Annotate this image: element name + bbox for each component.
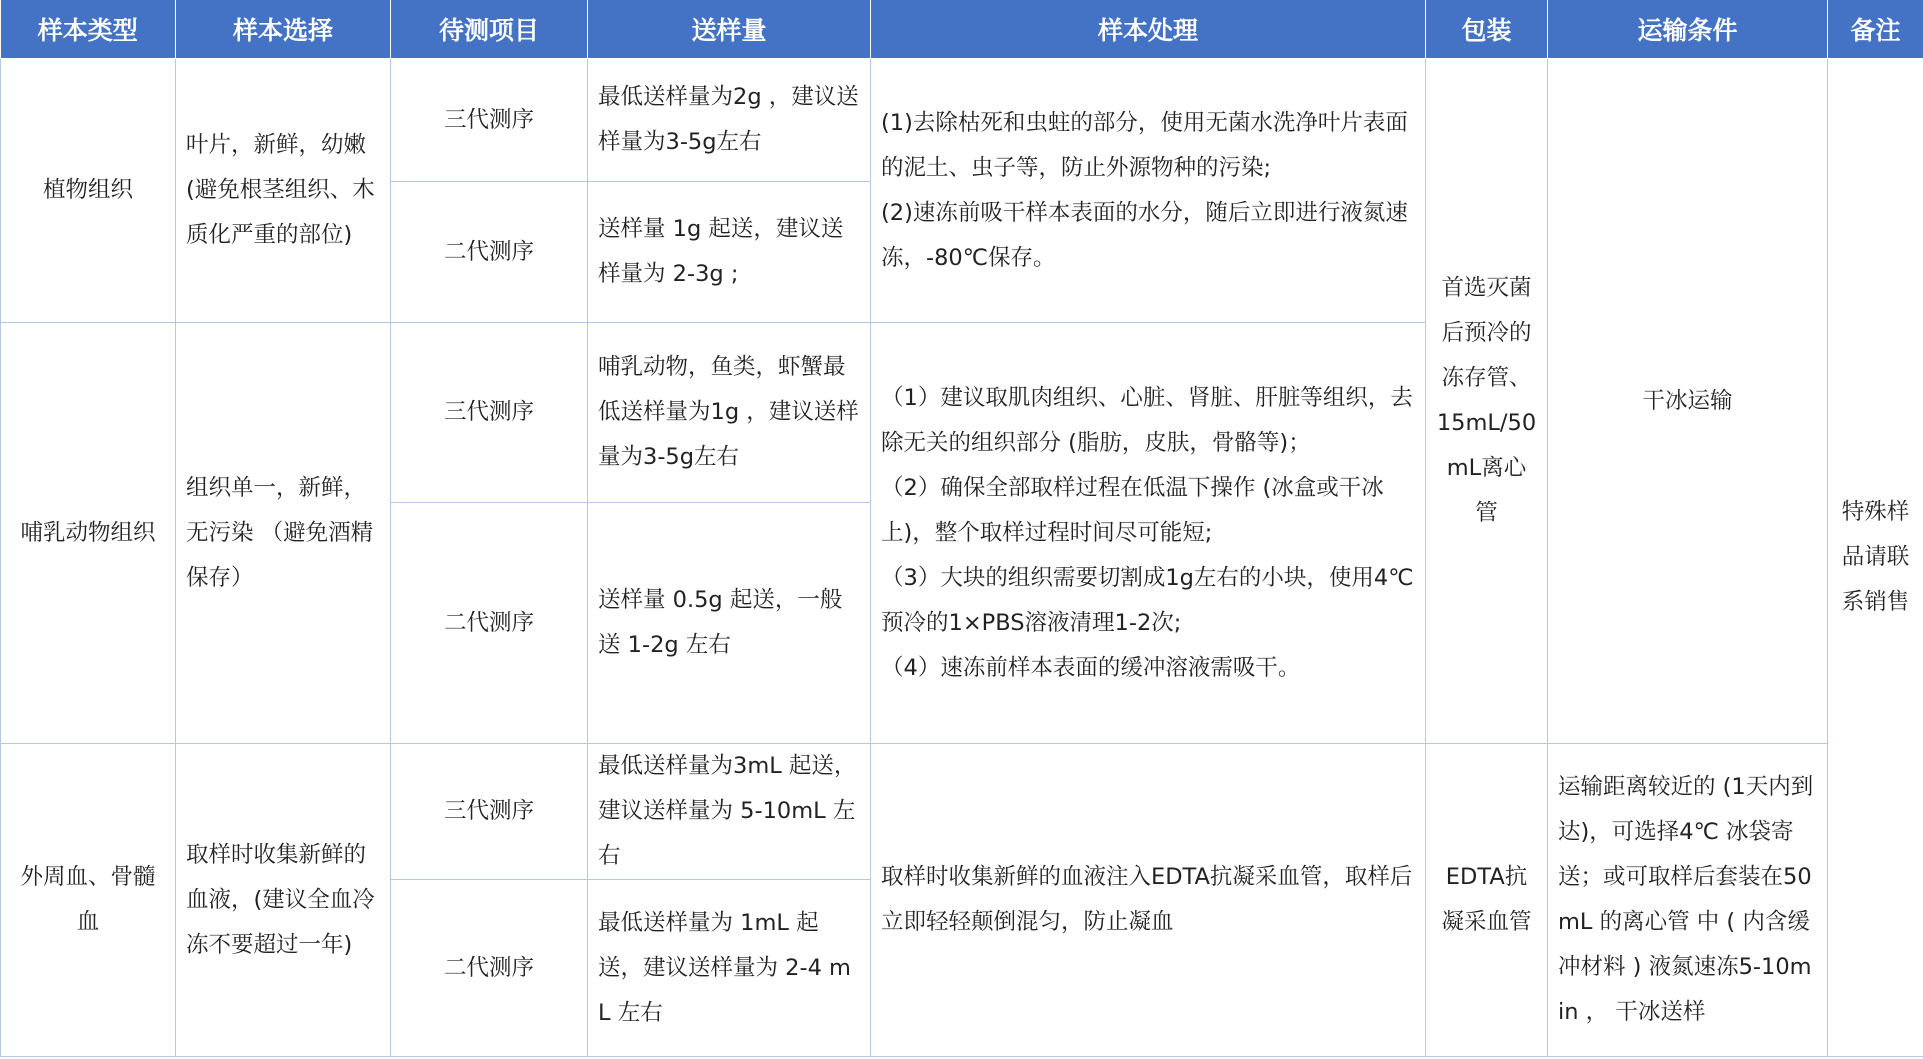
blood-amount-3rd-gen: 最低送样量为3mL 起送，建议送样量为 5-10mL 左右 — [588, 744, 871, 880]
remark-cell: 特殊样品请联系销售 — [1828, 59, 1923, 1057]
header-sample-processing: 样本处理 — [871, 0, 1426, 59]
plant-amount-2nd-gen: 送样量 1g 起送，建议送样量为 2-3g ; — [588, 182, 871, 323]
tissue-packaging: 首选灭菌后预冷的冻存管、15mL/50mL离心管 — [1426, 59, 1548, 744]
table-row — [1, 59, 1923, 182]
mammal-test-item-2nd-gen: 二代测序 — [391, 503, 588, 744]
header-remark: 备注 — [1828, 0, 1923, 59]
mammal-sample-selection: 组织单一，新鲜，无污染 （避免酒精保存） — [176, 323, 391, 744]
header-sample-amount: 送样量 — [588, 0, 871, 59]
plant-sample-type: 植物组织 — [1, 59, 176, 323]
header-sample-type: 样本类型 — [1, 0, 176, 59]
header-sample-selection: 样本选择 — [176, 0, 391, 59]
blood-sample-selection: 取样时收集新鲜的血液，(建议全血冷冻不要超过一年) — [176, 744, 391, 1057]
plant-processing: (1)去除枯死和虫蛀的部分，使用无菌水洗净叶片表面的泥土、虫子等，防止外源物种的污染; (2)速冻前吸干样本表面的水分，随后立即进行液氮速冻，-80℃保存。 — [871, 59, 1426, 323]
mammal-processing: （1）建议取肌肉组织、心脏、肾脏、肝脏等组织，去除无关的组织部分 (脂肪，皮肤，骨骼等)； （2）确保全部取样过程在低温下操作 (冰盒或干冰上)，整个取样过程时间尽可能短; （3）大块的组织需要切割成1g左右的小块，使用4℃预冷的1×PBS溶液清理1-2次; （4）速冻前样本表面的缓冲溶液需吸干。 — [871, 323, 1426, 744]
mammal-test-item-3rd-gen: 三代测序 — [391, 323, 588, 503]
mammal-amount-2nd-gen: 送样量 0.5g 起送，一般送 1-2g 左右 — [588, 503, 871, 744]
plant-sample-selection: 叶片，新鲜，幼嫩 (避免根茎组织、木质化严重的部位) — [176, 59, 391, 323]
blood-amount-2nd-gen: 最低送样量为 1mL 起送，建议送样量为 2-4 mL 左右 — [588, 880, 871, 1057]
table-row — [1, 744, 1923, 880]
header-test-item: 待测项目 — [391, 0, 588, 59]
mammal-sample-type: 哺乳动物组织 — [1, 323, 176, 744]
tissue-transport: 干冰运输 — [1548, 59, 1828, 744]
blood-test-item-3rd-gen: 三代测序 — [391, 744, 588, 880]
mammal-amount-3rd-gen: 哺乳动物，鱼类，虾蟹最低送样量为1g ，建议送样量为3-5g左右 — [588, 323, 871, 503]
blood-processing: 取样时收集新鲜的血液注入EDTA抗凝采血管，取样后立即轻轻颠倒混匀，防止凝血 — [871, 744, 1426, 1057]
blood-sample-type: 外周血、骨髓血 — [1, 744, 176, 1057]
header-row — [1, 0, 1923, 59]
plant-test-item-2nd-gen: 二代测序 — [391, 182, 588, 323]
blood-packaging: EDTA抗凝采血管 — [1426, 744, 1548, 1057]
header-packaging: 包装 — [1426, 0, 1548, 59]
plant-test-item-3rd-gen: 三代测序 — [391, 59, 588, 182]
header-transport: 运输条件 — [1548, 0, 1828, 59]
blood-transport: 运输距离较近的 (1天内到达)，可选择4℃ 冰袋寄送；或可取样后套装在50mL 的离心管 中 ( 内含缓冲材料 ) 液氮速冻5-10min ， 干冰送样 — [1548, 744, 1828, 1057]
plant-amount-3rd-gen: 最低送样量为2g ，建议送样量为3-5g左右 — [588, 59, 871, 182]
blood-test-item-2nd-gen: 二代测序 — [391, 880, 588, 1057]
